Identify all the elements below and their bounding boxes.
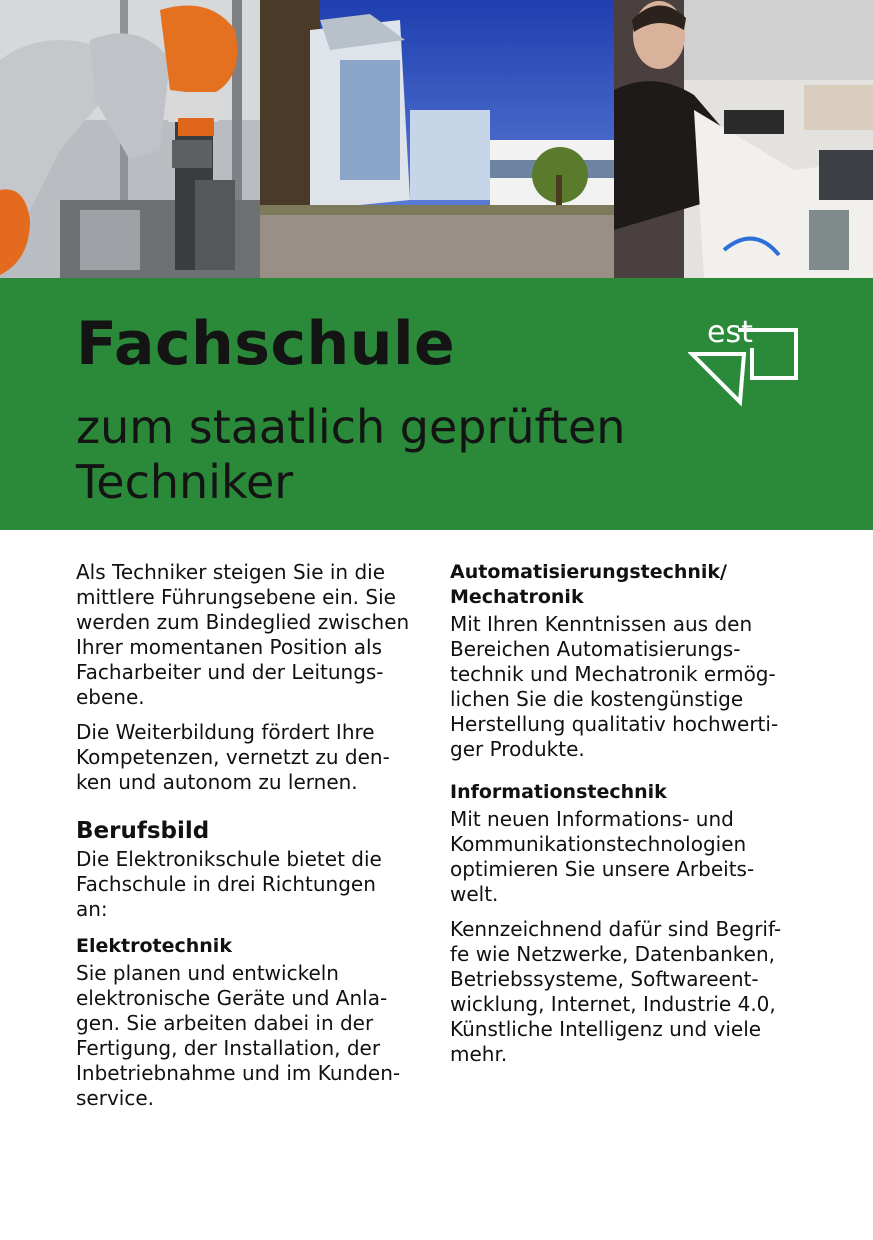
subtitle-line-1: zum staatlich geprüften bbox=[76, 400, 626, 454]
lab-student-photo bbox=[614, 0, 873, 278]
photo-strip bbox=[0, 0, 873, 278]
automatisierung-paragraph: Mit Ihren Kenntnissen aus den Bereichen Automatisierungs- technik und Mechatronik ermög- lichen Sie die kostengünstige Herstellung qualitativ hochwerti- ger Produkte. bbox=[450, 612, 779, 761]
automatisierung-heading: Automatisierungstechnik/ Mechatronik bbox=[450, 561, 727, 608]
page-title: Fachschule bbox=[76, 309, 456, 379]
informationstechnik-paragraph: Mit neuen Informations- und Kommunikationstechnologien optimieren Sie unsere Arbeits- welt. bbox=[450, 807, 755, 906]
right-column bbox=[450, 560, 810, 1077]
berufsbild-paragraph: Die Elektronikschule bietet die Fachschule in drei Richtungen an: bbox=[76, 847, 382, 921]
elektrotechnik-heading: Elektrotechnik bbox=[76, 935, 232, 957]
informationstechnik-heading: Informationstechnik bbox=[450, 781, 667, 803]
intro-paragraph: Als Techniker steigen Sie in die mittlere Führungsebene ein. Sie werden zum Bindeglied zwischen Ihrer momentanen Position als Facharbeiter und der Leitungs- ebene. bbox=[76, 560, 410, 709]
subtitle-line-2: Techniker bbox=[76, 455, 294, 509]
elektrotechnik-paragraph: Sie planen und entwickeln elektronische Geräte und Anla- gen. Sie arbeiten dabei in der Fertigung, der Installation, der Inbetriebnahme und im Kunden- service. bbox=[76, 961, 401, 1110]
informationstechnik-paragraph-2: Kennzeichnend dafür sind Begrif- fe wie Netzwerke, Datenbanken, Betriebssysteme, Softwareent- wicklung, Internet, Industrie 4.0, Künstliche Intelligenz und viele mehr. bbox=[450, 917, 782, 1066]
logo-text: est bbox=[707, 315, 753, 350]
school-building-photo bbox=[260, 0, 614, 278]
weiterbildung-paragraph: Die Weiterbildung fördert Ihre Kompetenzen, vernetzt zu den- ken und autonom zu lernen. bbox=[76, 720, 390, 794]
berufsbild-heading: Berufsbild bbox=[76, 818, 210, 844]
page-subtitle bbox=[76, 400, 625, 510]
left-column bbox=[76, 560, 426, 1121]
robot-arm-photo bbox=[0, 0, 260, 278]
